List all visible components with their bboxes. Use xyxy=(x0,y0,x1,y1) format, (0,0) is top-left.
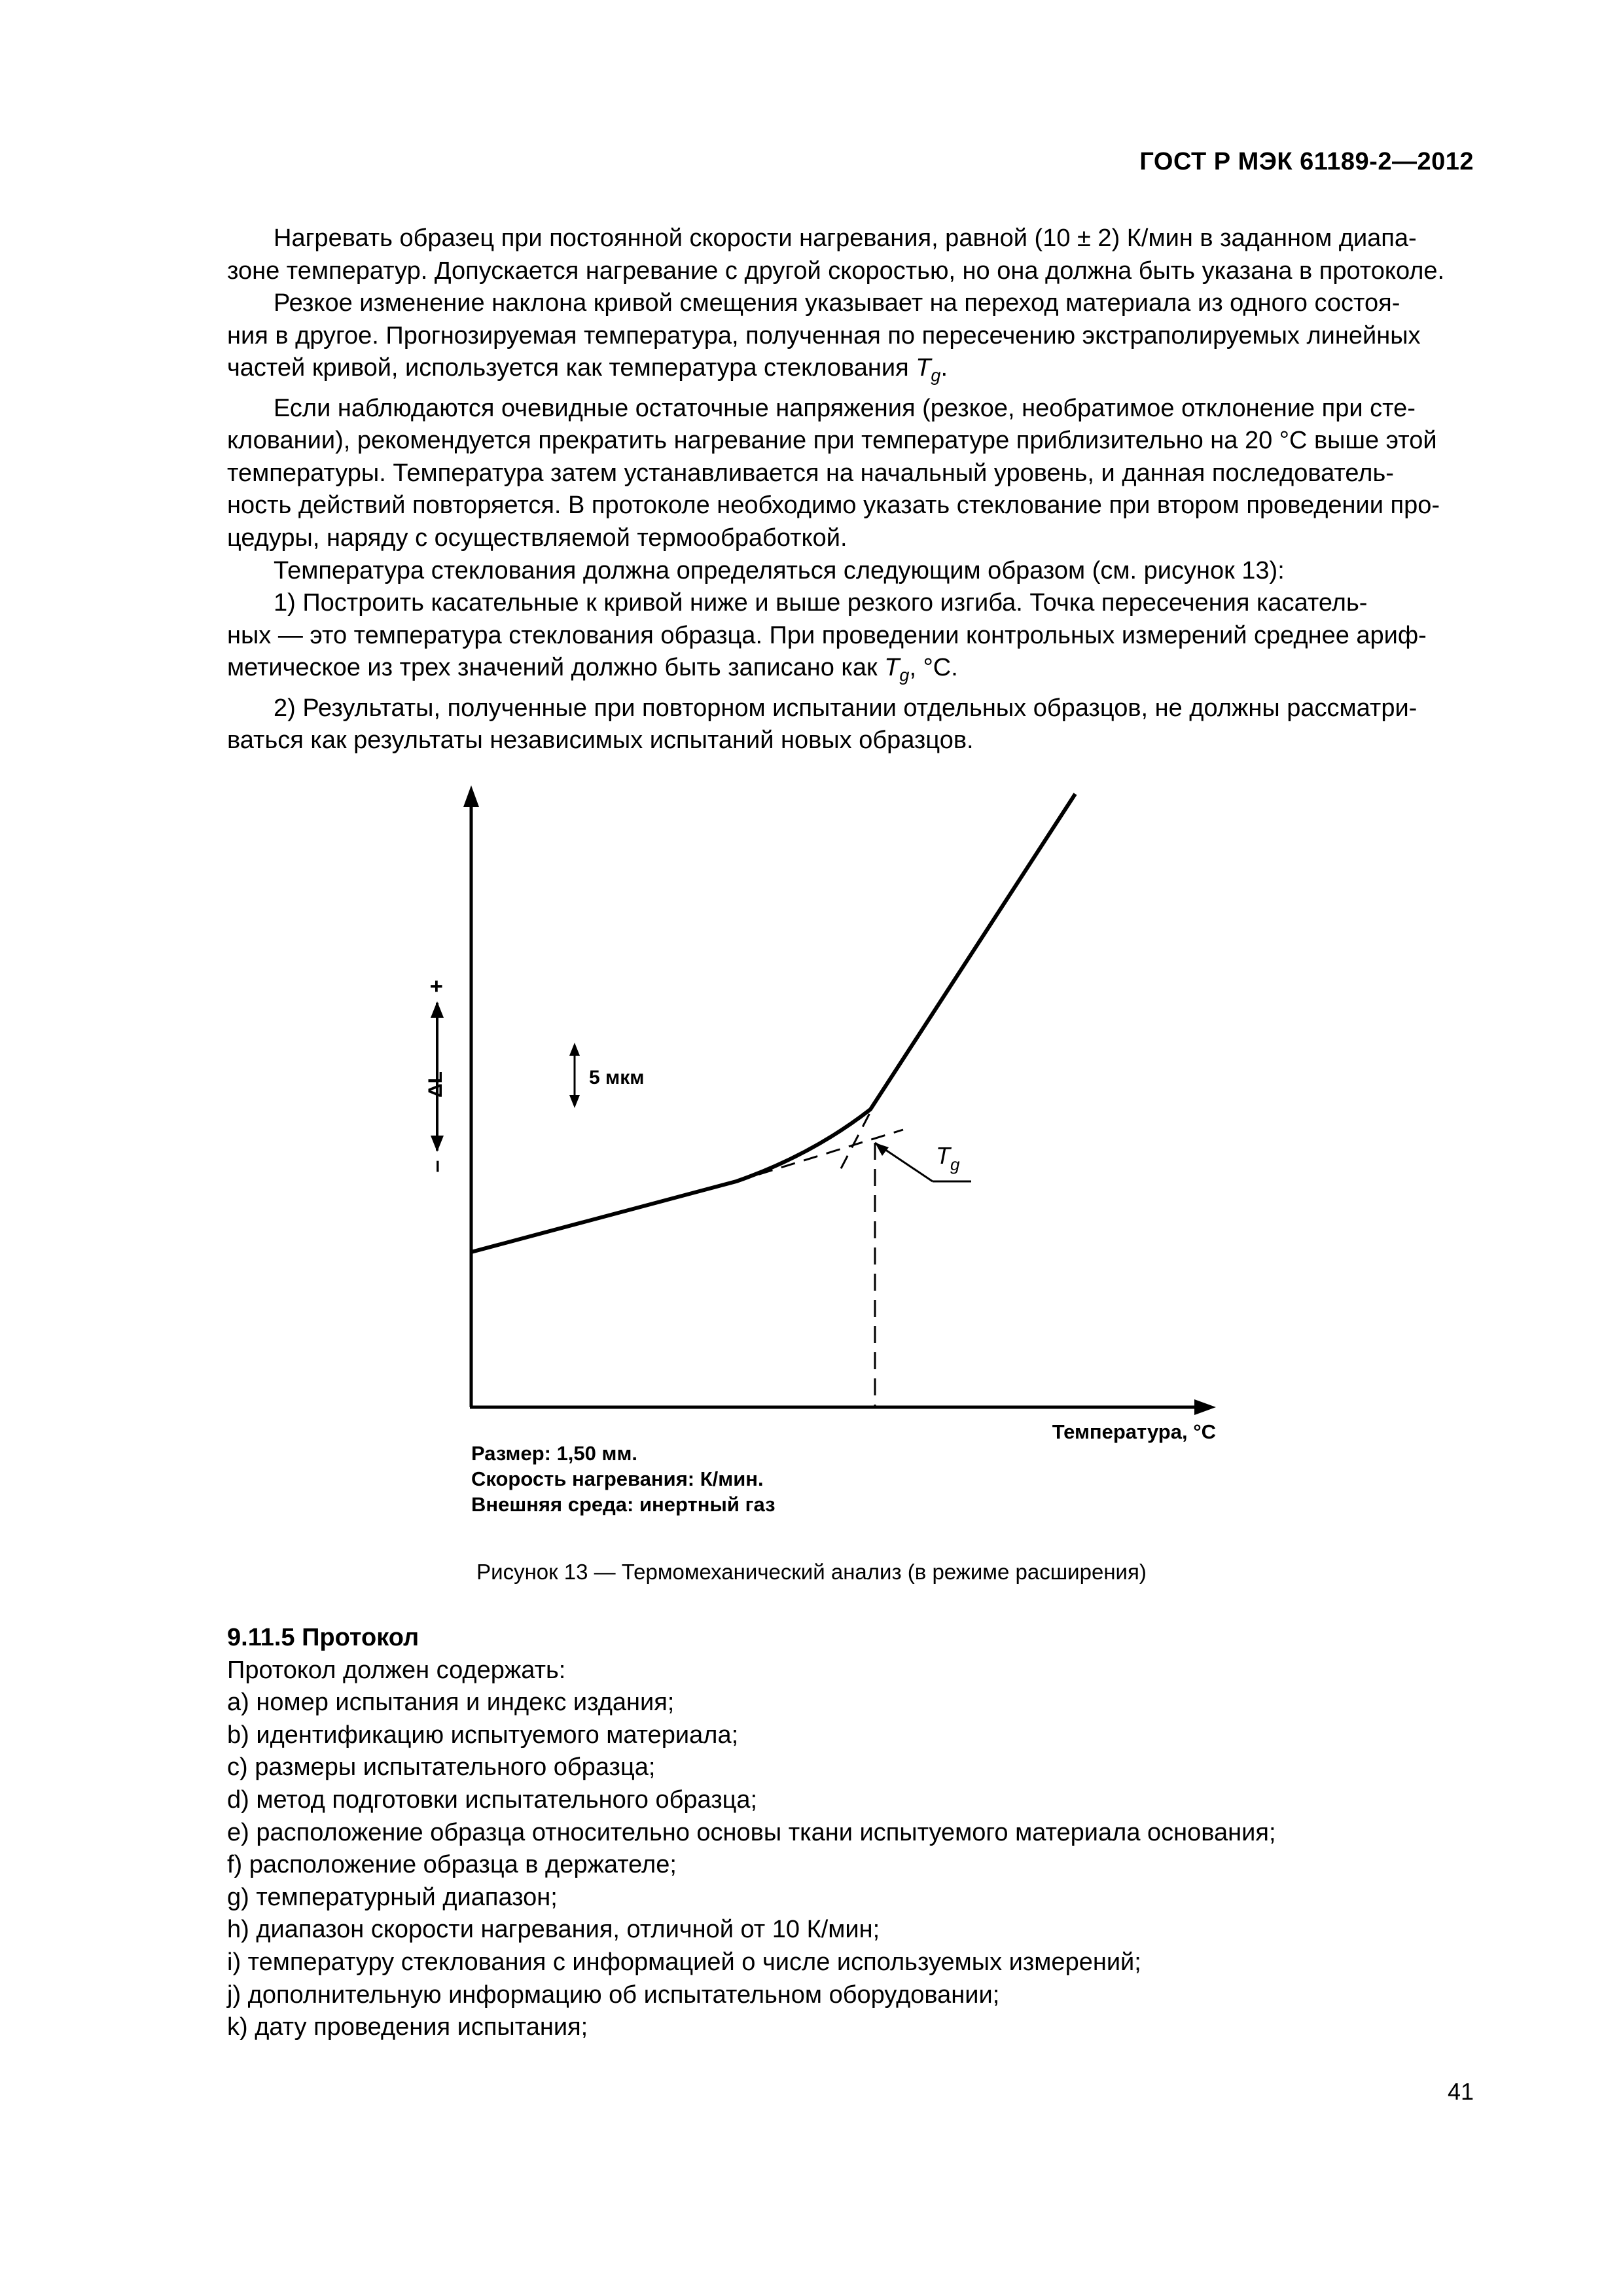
scale-bar-down-arrow-icon xyxy=(569,1095,580,1108)
protocol-section xyxy=(227,1622,1474,2044)
body-line: Температура стеклования должна определяться следующим образом (см. рисунок 13): xyxy=(274,556,1285,584)
delta-l-up-arrow-icon xyxy=(431,1001,444,1018)
tma-diagram xyxy=(393,782,1243,1528)
body-line: кловании), рекомендуется прекратить нагревание при температуре приблизительно на 20 °С выше этой xyxy=(227,427,1437,455)
lower-tangent xyxy=(736,1130,903,1181)
body-line: ния в другое. Прогнозируемая температура, полученная по пересечению экстраполируемых линейных xyxy=(227,321,1421,350)
body-line: метическое из трех значений должно быть записано как $T_g$, °С. xyxy=(227,654,958,685)
page-number: 41 xyxy=(1447,2078,1474,2105)
note-size: Размер: 1,50 мм. xyxy=(471,1442,637,1465)
y-axis-label: ΔL xyxy=(425,1071,446,1098)
list-item: j) дополнительную информацию об испытательном оборудовании; xyxy=(227,1981,1000,2009)
body-line: ных — это температура стеклования образца. При проведении контрольных измерений среднее ариф- xyxy=(227,621,1427,649)
list-item: c) размеры испытательного образца; xyxy=(227,1753,656,1782)
body-line: ность действий повторяется. В протоколе необходимо указать стеклование при втором проведении про- xyxy=(227,492,1440,520)
y-minus-label: – xyxy=(424,1160,449,1173)
note-rate: Скорость нагревания: К/мин. xyxy=(471,1467,764,1490)
y-plus-label: + xyxy=(424,980,449,993)
document-header: ГОСТ Р МЭК 61189-2—2012 xyxy=(1139,148,1474,175)
section-intro: Протокол должен содержать: xyxy=(227,1656,566,1684)
section-title: 9.11.5 Протокол xyxy=(227,1624,419,1651)
figure-13 xyxy=(393,782,1243,1528)
list-item: f) расположение образца в держателе; xyxy=(227,1851,677,1879)
expansion-curve xyxy=(471,794,1075,1252)
figure-caption: Рисунок 13 — Термомеханический анализ (в режиме расширения) xyxy=(476,1560,1147,1584)
scale-label: 5 мкм xyxy=(589,1067,645,1088)
list-item: i) температуру стеклования с информацией о числе используемых измерений; xyxy=(227,1948,1141,1976)
list-item: e) расположение образца относительно основы ткани испытуемого материала основания; xyxy=(227,1818,1276,1846)
tg-label: $T_g$ xyxy=(936,1142,960,1174)
y-axis-arrow-icon xyxy=(463,785,479,807)
protocol-list xyxy=(227,1687,1474,2044)
upper-tangent xyxy=(838,1093,880,1175)
tg-pointer-arrow-icon xyxy=(875,1143,889,1156)
scale-bar-up-arrow-icon xyxy=(569,1043,580,1056)
body-line: Резкое изменение наклона кривой смещения указывает на переход материала из одного состоя- xyxy=(274,289,1400,317)
list-item: a) номер испытания и индекс издания; xyxy=(227,1689,675,1717)
note-atmosphere: Внешняя среда: инертный газ xyxy=(471,1493,776,1516)
body-line: 1) Построить касательные к кривой ниже и выше резкого изгиба. Точка пересечения касатель- xyxy=(274,589,1368,617)
body-line: частей кривой, используется как температура стеклования $T_g$. xyxy=(227,354,948,386)
x-axis-arrow-icon xyxy=(1194,1399,1216,1415)
body-line: температуры. Температура затем устанавливается на начальный уровень, и данная последователь- xyxy=(227,459,1394,487)
body-line: цедуры, наряду с осуществляемой термообработкой. xyxy=(227,524,847,552)
body-line: Нагревать образец при постоянной скорости нагревания, равной (10 ± 2) К/мин в заданном диапа- xyxy=(274,224,1417,252)
list-item: d) метод подготовки испытательного образца; xyxy=(227,1785,758,1814)
body-line: зоне температур. Допускается нагревание с другой скоростью, но она должна быть указана в протоколе. xyxy=(227,257,1445,285)
body-line: 2) Результаты, полученные при повторном испытании отдельных образцов, не должны рассматри- xyxy=(274,694,1418,722)
body-line: Если наблюдаются очевидные остаточные напряжения (резкое, необратимое отклонение при сте- xyxy=(274,394,1416,422)
list-item: k) дату проведения испытания; xyxy=(227,2013,588,2041)
delta-l-down-arrow-icon xyxy=(431,1136,444,1152)
x-axis-label: Температура, °С xyxy=(1052,1420,1216,1443)
body-line: ваться как результаты независимых испытаний новых образцов. xyxy=(227,726,974,755)
list-item: h) диапазон скорости нагревания, отличной от 10 К/мин; xyxy=(227,1916,880,1944)
body-text xyxy=(227,223,1474,757)
list-item: b) идентификацию испытуемого материала; xyxy=(227,1721,739,1749)
list-item: g) температурный диапазон; xyxy=(227,1883,558,1911)
